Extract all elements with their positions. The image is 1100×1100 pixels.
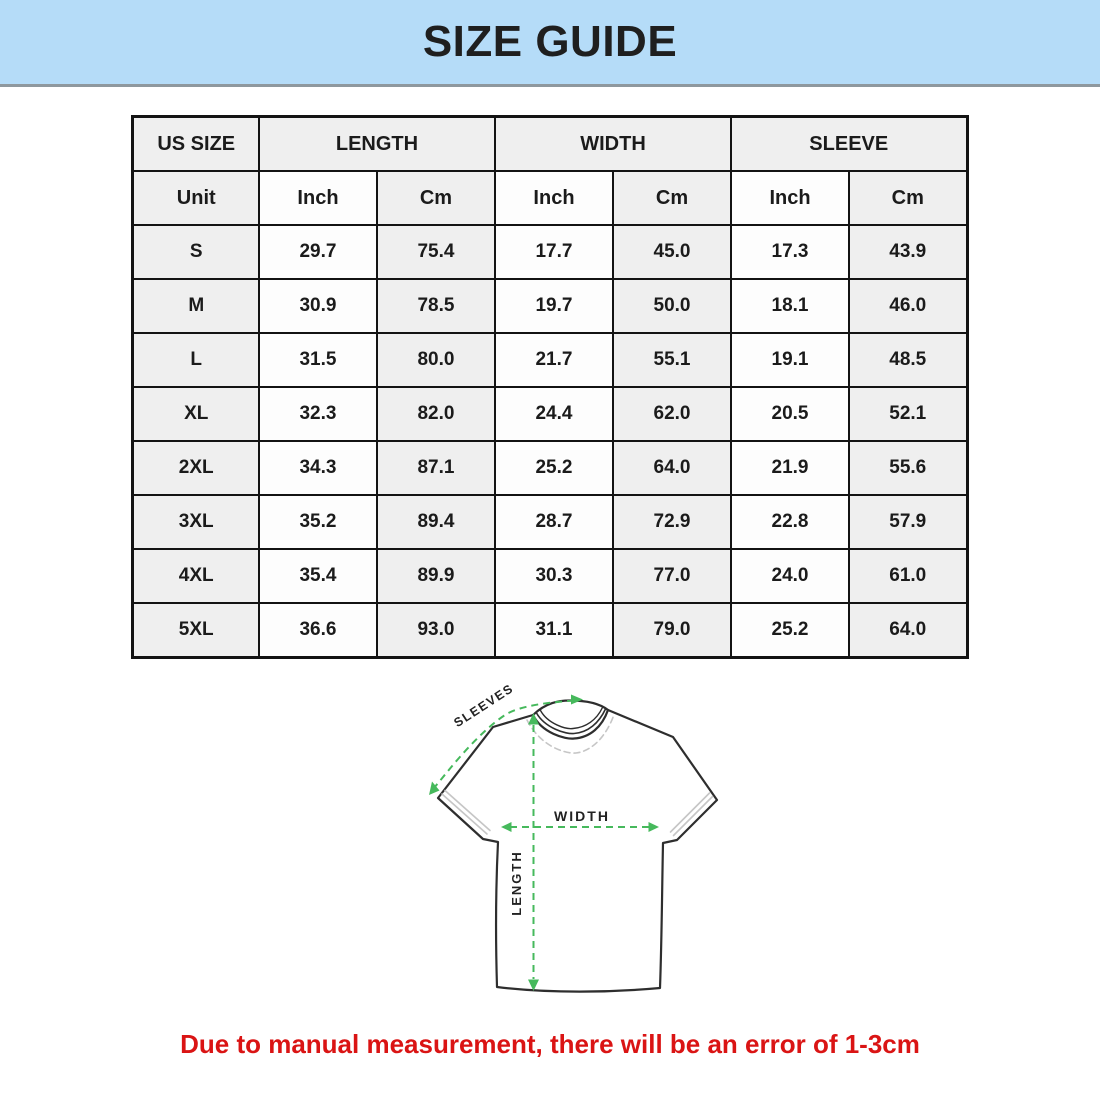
value-cell: 17.3 <box>731 225 849 279</box>
sleeve-arrow <box>429 681 583 795</box>
value-cell: 52.1 <box>849 387 967 441</box>
size-cell: 2XL <box>133 441 259 495</box>
value-cell: 82.0 <box>377 387 495 441</box>
table-row <box>133 603 967 658</box>
tshirt-outline <box>438 701 717 992</box>
width-label: WIDTH <box>554 808 610 824</box>
value-cell: 48.5 <box>849 333 967 387</box>
value-cell: 50.0 <box>613 279 731 333</box>
value-cell: 30.3 <box>495 549 613 603</box>
table-row <box>133 549 967 603</box>
value-cell: 77.0 <box>613 549 731 603</box>
size-cell: XL <box>133 387 259 441</box>
value-cell: 17.7 <box>495 225 613 279</box>
value-cell: 35.4 <box>259 549 377 603</box>
value-cell: 25.2 <box>731 603 849 658</box>
value-cell: 32.3 <box>259 387 377 441</box>
size-cell: 3XL <box>133 495 259 549</box>
unit-cell: Cm <box>377 171 495 225</box>
value-cell: 61.0 <box>849 549 967 603</box>
length-label: LENGTH <box>509 850 524 916</box>
value-cell: 55.1 <box>613 333 731 387</box>
corner-header-cell: US SIZE <box>133 117 259 172</box>
tshirt-diagram <box>400 675 800 1005</box>
unit-cell: Cm <box>849 171 967 225</box>
value-cell: 87.1 <box>377 441 495 495</box>
value-cell: 30.9 <box>259 279 377 333</box>
page-title: SIZE GUIDE <box>422 17 678 66</box>
tshirt-measure-illustration <box>400 675 800 1005</box>
value-cell: 28.7 <box>495 495 613 549</box>
value-cell: 43.9 <box>849 225 967 279</box>
value-cell: 79.0 <box>613 603 731 658</box>
unit-label-cell: Unit <box>133 171 259 225</box>
size-cell: 4XL <box>133 549 259 603</box>
unit-cell: Inch <box>495 171 613 225</box>
size-cell: L <box>133 333 259 387</box>
value-cell: 20.5 <box>731 387 849 441</box>
unit-cell: Inch <box>259 171 377 225</box>
value-cell: 36.6 <box>259 603 377 658</box>
value-cell: 24.0 <box>731 549 849 603</box>
table-row <box>133 333 967 387</box>
group-header-sleeve: SLEEVE <box>731 117 967 172</box>
table-row <box>133 441 967 495</box>
value-cell: 64.0 <box>613 441 731 495</box>
value-cell: 31.1 <box>495 603 613 658</box>
size-cell: S <box>133 225 259 279</box>
value-cell: 22.8 <box>731 495 849 549</box>
value-cell: 25.2 <box>495 441 613 495</box>
sleeves-label: SLEEVES <box>451 681 517 731</box>
measurement-note: Due to manual measurement, there will be an error of 1-3cm <box>180 1029 920 1059</box>
value-cell: 75.4 <box>377 225 495 279</box>
value-cell: 34.3 <box>259 441 377 495</box>
group-header-width: WIDTH <box>495 117 731 172</box>
value-cell: 19.1 <box>731 333 849 387</box>
value-cell: 18.1 <box>731 279 849 333</box>
table-row <box>133 495 967 549</box>
length-arrow <box>509 713 539 991</box>
size-cell: M <box>133 279 259 333</box>
size-guide-banner <box>0 0 1100 87</box>
width-arrow <box>501 808 659 832</box>
value-cell: 80.0 <box>377 333 495 387</box>
table-unit-row <box>133 171 967 225</box>
unit-cell: Cm <box>613 171 731 225</box>
value-cell: 31.5 <box>259 333 377 387</box>
value-cell: 93.0 <box>377 603 495 658</box>
value-cell: 29.7 <box>259 225 377 279</box>
size-cell: 5XL <box>133 603 259 658</box>
table-row <box>133 387 967 441</box>
table-group-header-row <box>133 117 967 172</box>
value-cell: 24.4 <box>495 387 613 441</box>
size-table <box>131 115 968 659</box>
value-cell: 45.0 <box>613 225 731 279</box>
value-cell: 78.5 <box>377 279 495 333</box>
group-header-length: LENGTH <box>259 117 495 172</box>
table-row <box>133 279 967 333</box>
value-cell: 46.0 <box>849 279 967 333</box>
unit-cell: Inch <box>731 171 849 225</box>
value-cell: 89.9 <box>377 549 495 603</box>
value-cell: 64.0 <box>849 603 967 658</box>
value-cell: 21.7 <box>495 333 613 387</box>
value-cell: 72.9 <box>613 495 731 549</box>
value-cell: 55.6 <box>849 441 967 495</box>
value-cell: 35.2 <box>259 495 377 549</box>
value-cell: 62.0 <box>613 387 731 441</box>
value-cell: 21.9 <box>731 441 849 495</box>
value-cell: 89.4 <box>377 495 495 549</box>
value-cell: 57.9 <box>849 495 967 549</box>
value-cell: 19.7 <box>495 279 613 333</box>
table-row <box>133 225 967 279</box>
